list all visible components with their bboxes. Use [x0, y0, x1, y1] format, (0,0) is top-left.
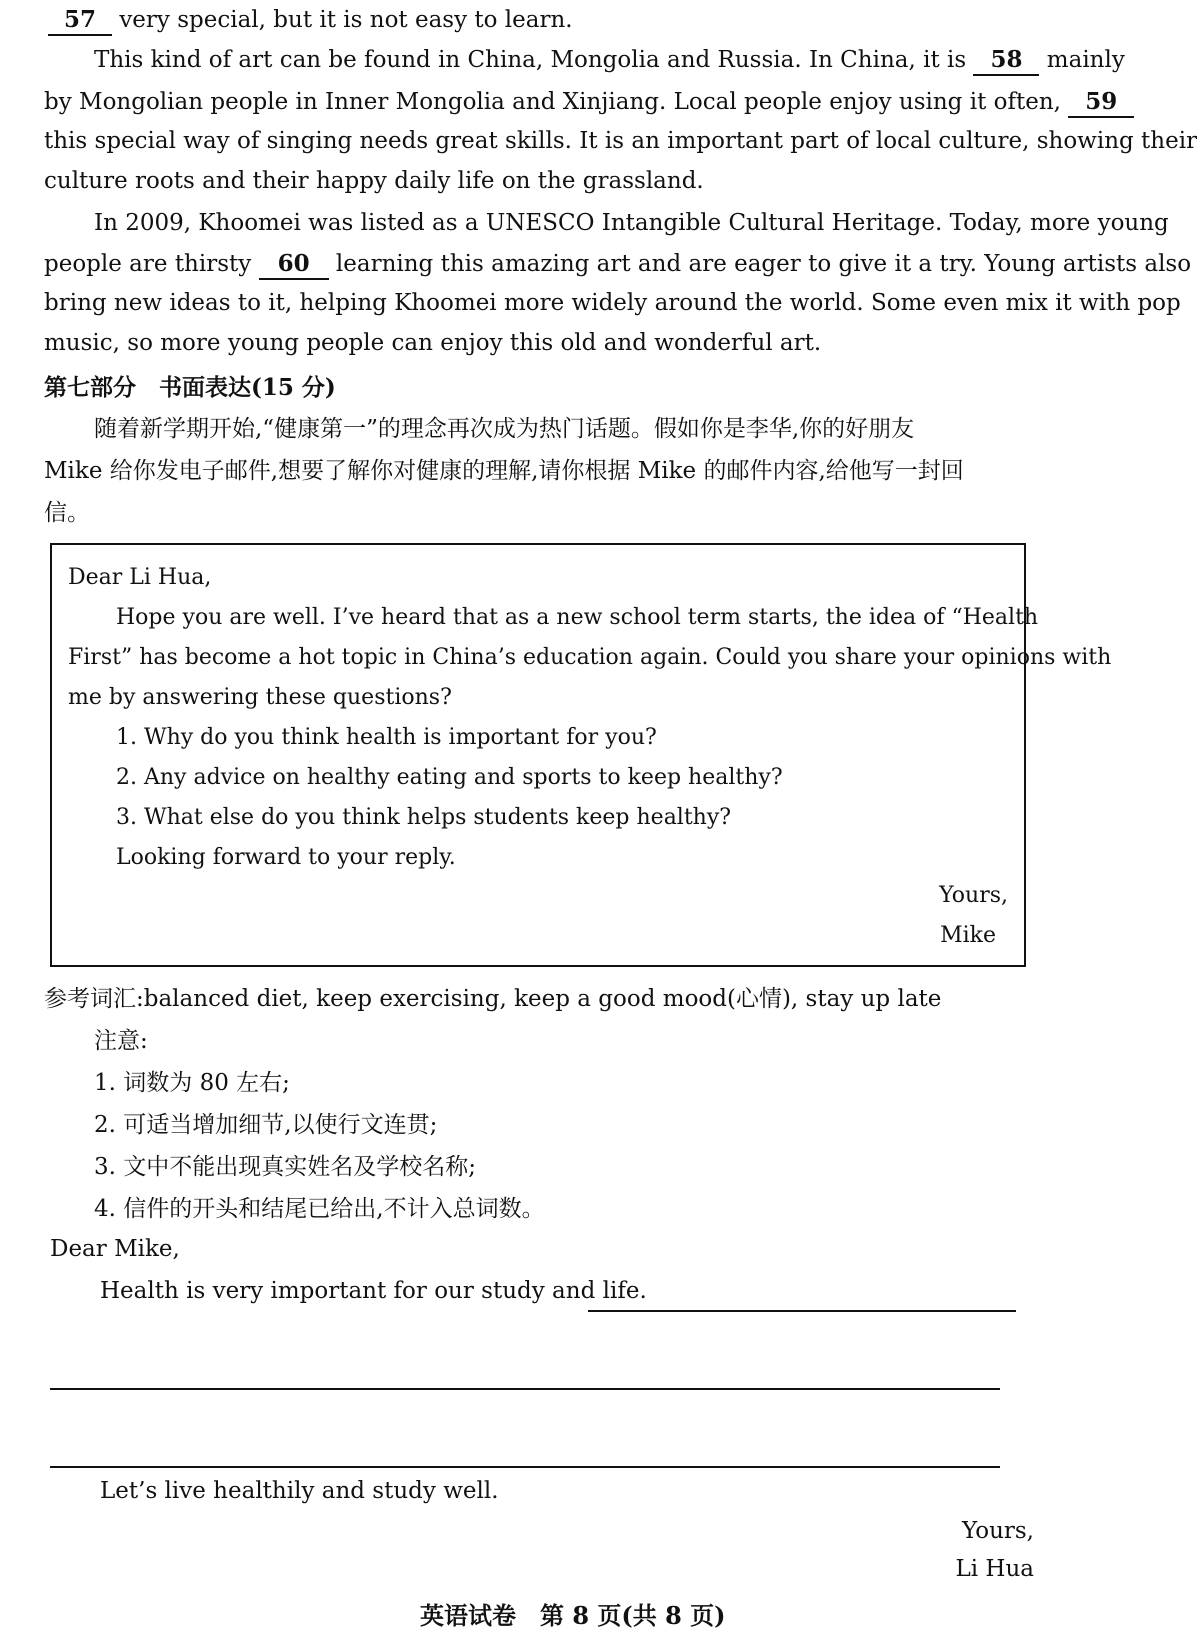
section-intro-2: Mike 给你发电子邮件,想要了解你对健康的理解,请你根据 Mike 的邮件内容,给他写一封回 — [44, 458, 964, 484]
note-1: 1. 词数为 80 左右; — [94, 1070, 290, 1096]
letter-paragraph-line-1: Hope you are well. I’ve heard that as a new school term starts, the idea of “Health — [116, 605, 1039, 630]
page-footer: 英语试卷 第 8 页(共 8 页) — [420, 1601, 726, 1630]
letter-paragraph-line-3: me by answering these questions? — [68, 685, 452, 710]
passage-line-5: culture roots and their happy daily life on the grassland. — [44, 168, 704, 194]
passage-line-1: 57 very special, but it is not easy to learn. — [48, 6, 573, 36]
reply-greeting: Dear Mike, — [50, 1236, 180, 1262]
passage-line-6: In 2009, Khoomei was listed as a UNESCO Intangible Cultural Heritage. Today, more young — [94, 210, 1169, 236]
note-4: 4. 信件的开头和结尾已给出,不计入总词数。 — [94, 1196, 545, 1222]
passage-line-8: bring new ideas to it, helping Khoomei more widely around the world. Some even mix it with pop — [44, 290, 1181, 316]
reply-signature: Li Hua — [955, 1556, 1034, 1582]
passage-line-7: people are thirsty 60 learning this amazing art and are eager to give it a try. Young artists also — [44, 250, 1191, 280]
letter-question-2: 2. Any advice on healthy eating and sports to keep healthy? — [116, 765, 783, 790]
blank-58: 58 — [973, 46, 1039, 76]
notes-title: 注意: — [94, 1028, 148, 1054]
note-3: 3. 文中不能出现真实姓名及学校名称; — [94, 1154, 477, 1180]
letter-greeting: Dear Li Hua, — [68, 565, 212, 590]
letter-question-3: 3. What else do you think helps students keep healthy? — [116, 805, 732, 830]
answer-line-2[interactable] — [50, 1388, 1000, 1390]
passage-line-3: by Mongolian people in Inner Mongolia and Xinjiang. Local people enjoy using it often, 59 — [44, 88, 1134, 118]
blank-57: 57 — [48, 6, 112, 36]
letter-signature: Mike — [940, 923, 996, 948]
passage-line-9: music, so more young people can enjoy this old and wonderful art. — [44, 330, 822, 356]
blank-60: 60 — [259, 250, 329, 280]
letter-sign-off: Yours, — [939, 883, 1008, 908]
reference-vocabulary: 参考词汇:balanced diet, keep exercising, keep a good mood(心情), stay up late — [44, 986, 942, 1012]
passage-line-4: this special way of singing needs great skills. It is an important part of local culture, showing their — [44, 128, 1197, 154]
letter-paragraph-line-2: First” has become a hot topic in China’s education again. Could you share your opinions with — [68, 645, 1112, 670]
reply-sign-off: Yours, — [962, 1518, 1034, 1544]
letter-closing-line: Looking forward to your reply. — [116, 845, 456, 870]
section-title: 第七部分 书面表达(15 分) — [44, 374, 336, 401]
mike-letter-box — [50, 543, 1112, 967]
reply-first-sentence: Health is very important for our study and life. — [100, 1278, 647, 1304]
section-intro-1: 随着新学期开始,“健康第一”的理念再次成为热门话题。假如你是李华,你的好朋友 — [94, 416, 915, 442]
section-intro-3: 信。 — [44, 500, 90, 526]
letter-question-1: 1. Why do you think health is important for you? — [116, 725, 657, 750]
reply-last-sentence: Let’s live healthily and study well. — [100, 1478, 499, 1504]
blank-59: 59 — [1068, 88, 1134, 118]
answer-line-1[interactable] — [588, 1310, 1016, 1312]
answer-line-3[interactable] — [50, 1466, 1000, 1468]
passage-line-2: This kind of art can be found in China, Mongolia and Russia. In China, it is 58 mainly — [94, 46, 1125, 76]
note-2: 2. 可适当增加细节,以使行文连贯; — [94, 1112, 438, 1138]
